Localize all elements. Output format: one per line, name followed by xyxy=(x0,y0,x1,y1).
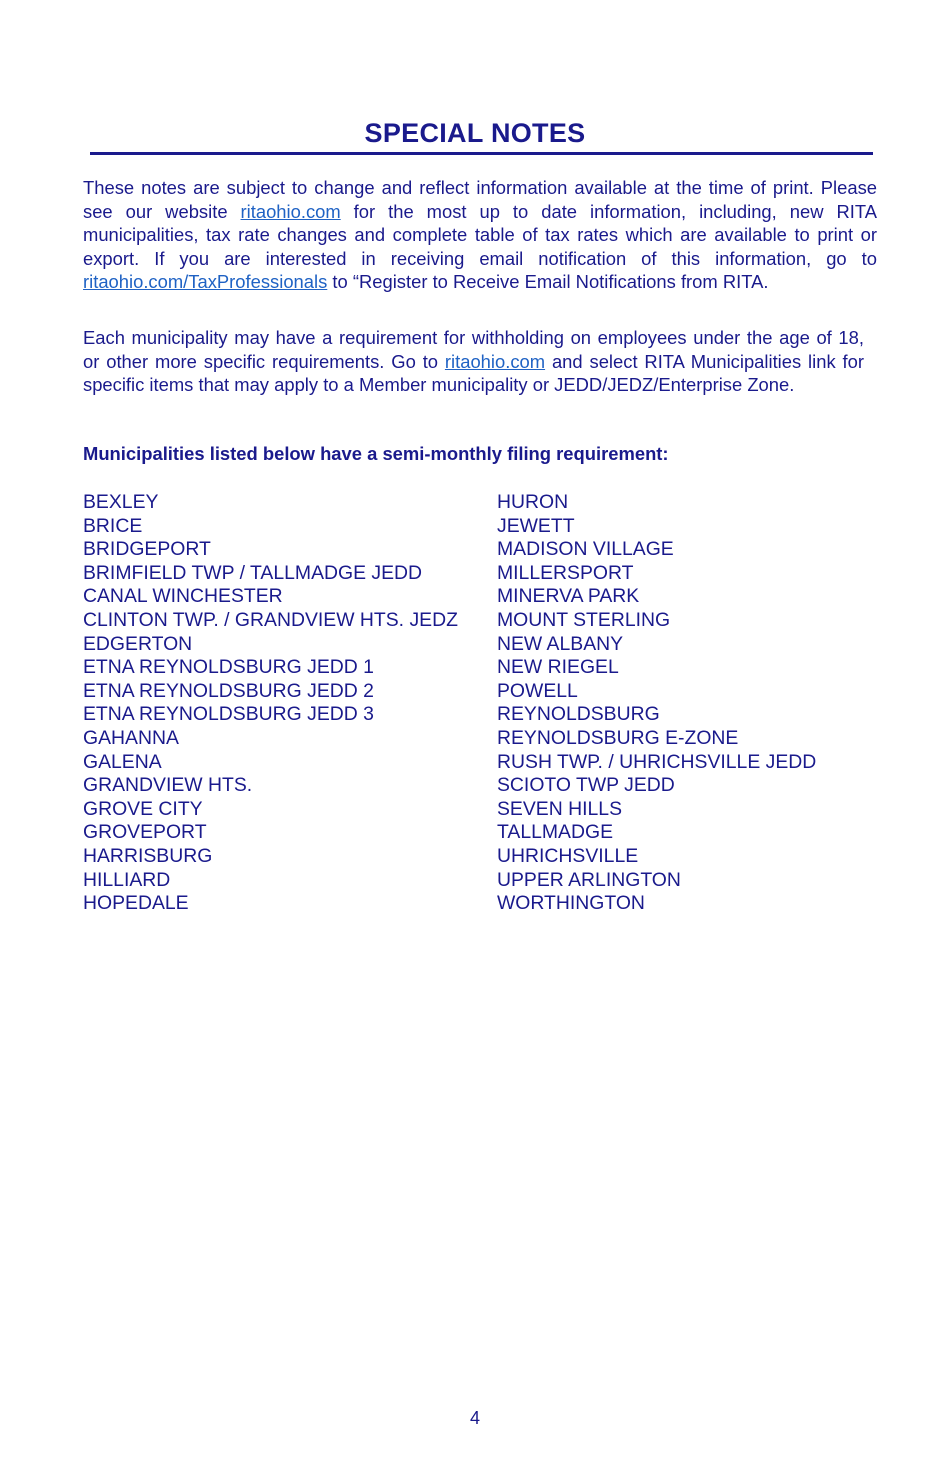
intro-paragraph xyxy=(83,176,877,294)
list-item: UPPER ARLINGTON xyxy=(497,868,681,891)
list-item: EDGERTON xyxy=(83,632,193,655)
list-item: NEW RIEGEL xyxy=(497,656,619,679)
page-title: SPECIAL NOTES xyxy=(364,118,586,148)
intro-text-part2: for the most up to date information, including, new RITA municipalities, tax rate changes and complete table of tax rates which are available to print or export. If you are interested in receiving email notification of this information, go to xyxy=(83,200,877,269)
list-item: SEVEN HILLS xyxy=(497,797,623,820)
list-item: MOUNT STERLING xyxy=(497,608,671,631)
list-item: WORTHINGTON xyxy=(497,892,645,915)
list-item: BEXLEY xyxy=(83,491,159,513)
list-item: BRIMFIELD TWP / TALLMADGE JEDD xyxy=(83,561,423,584)
list-item: ETNA REYNOLDSBURG JEDD 2 xyxy=(83,679,374,702)
title-underline-divider xyxy=(90,152,873,155)
list-item: MADISON VILLAGE xyxy=(497,538,674,561)
list-item: BRIDGEPORT xyxy=(83,538,211,561)
list-item: ETNA REYNOLDSBURG JEDD 1 xyxy=(83,656,374,679)
list-item: MINERVA PARK xyxy=(497,585,640,608)
municipality-list-right xyxy=(497,491,816,916)
list-item: JEWETT xyxy=(497,514,575,537)
withholding-paragraph xyxy=(83,326,864,397)
list-item: POWELL xyxy=(497,679,578,702)
list-item: NEW ALBANY xyxy=(497,632,624,655)
list-item: TALLMADGE xyxy=(497,821,614,844)
list-item: REYNOLDSBURG xyxy=(497,703,660,726)
list-item: GRANDVIEW HTS. xyxy=(83,774,253,797)
list-item: HARRISBURG xyxy=(83,844,213,867)
list-item: HILLIARD xyxy=(83,868,171,891)
municipality-list-left xyxy=(83,491,458,916)
intro-text-part3: to “Register to Receive Email Notifications from RITA. xyxy=(327,271,769,293)
list-item: HOPEDALE xyxy=(83,892,189,915)
ritaohio-website-link[interactable]: ritaohio.com xyxy=(240,200,341,222)
list-item: RUSH TWP. / UHRICHSVILLE JEDD xyxy=(497,750,817,773)
page-number: 4 xyxy=(469,1408,480,1428)
semi-monthly-list-heading: Municipalities listed below have a semi-monthly filing requirement: xyxy=(83,443,669,464)
list-item: GROVE CITY xyxy=(83,797,203,820)
list-item: UHRICHSVILLE xyxy=(497,844,639,867)
list-item: HURON xyxy=(497,491,569,513)
intro-text-part1: These notes are subject to change and reflect information available at the time of print. Please see our website xyxy=(83,177,877,222)
list-item: CANAL WINCHESTER xyxy=(83,585,283,608)
withholding-text-part1: Each municipality may have a requirement for withholding on employees under the age of 18, or other more specific requirements. Go to xyxy=(83,327,864,372)
list-item: BRICE xyxy=(83,514,143,537)
list-item: GAHANNA xyxy=(83,726,179,749)
ritaohio-municipalities-link[interactable]: ritaohio.com xyxy=(444,350,546,372)
list-item: REYNOLDSBURG E-ZONE xyxy=(497,726,739,749)
list-item: GALENA xyxy=(83,750,162,773)
list-item: ETNA REYNOLDSBURG JEDD 3 xyxy=(83,703,374,726)
list-item: GROVEPORT xyxy=(83,821,207,844)
list-item: SCIOTO TWP JEDD xyxy=(497,774,675,797)
list-item: MILLERSPORT xyxy=(497,561,634,584)
tax-professionals-link[interactable]: ritaohio.com/TaxProfessionals xyxy=(83,271,328,293)
withholding-text-part2: and select RITA Municipalities link for specific items that may apply to a Member municipality or JEDD/JEDZ/Enterprise Zone. xyxy=(83,350,864,396)
list-item: CLINTON TWP. / GRANDVIEW HTS. JEDZ xyxy=(83,608,458,631)
